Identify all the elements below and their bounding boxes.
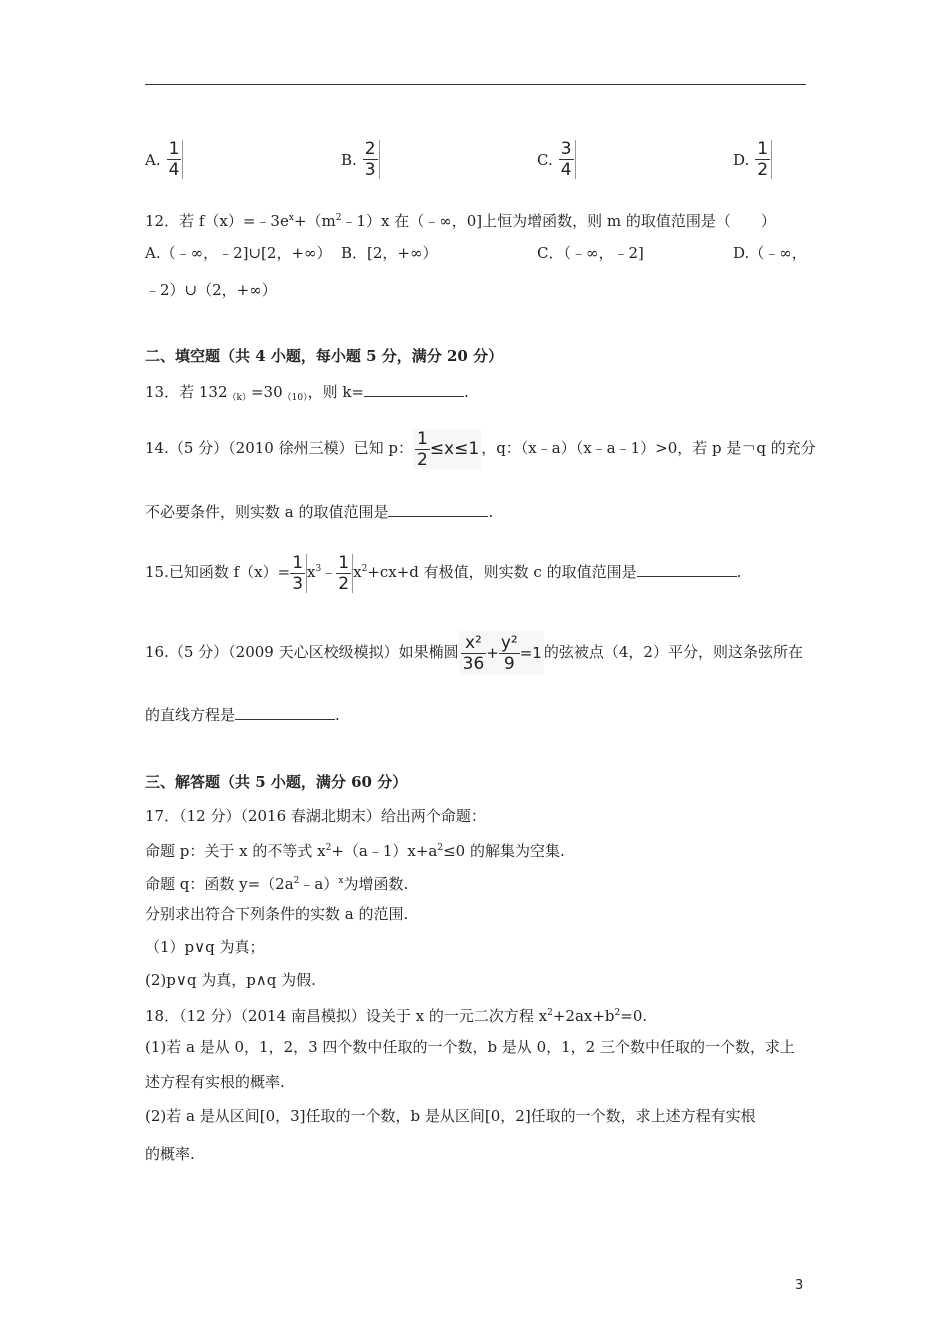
inequality-image [413, 429, 481, 469]
option-fraction [755, 140, 772, 179]
denominator: 4 [168, 160, 180, 180]
text: 为增函数. [343, 875, 409, 893]
text: 的弦被点（4，2）平分，则这条弦所在 [543, 643, 803, 661]
option-label: C. [537, 150, 553, 169]
denominator: 36 [462, 653, 485, 674]
question-18-part-1: (1)若 a 是从 0，1，2，3 四个数中任取的一个数，b 是从 0，1，2 三个数中任取的一个数，求上 [145, 1038, 795, 1056]
numerator: x² [465, 632, 482, 653]
question-12-option-c: C．（﹣∞，﹣2] [537, 244, 644, 262]
text: =1 [519, 644, 542, 662]
fraction [336, 554, 353, 593]
numerator: 1 [292, 552, 304, 573]
denominator: 9 [503, 653, 515, 674]
denominator: 2 [757, 160, 769, 180]
superscript: 3 [315, 564, 322, 574]
text: ﹣a） [299, 875, 339, 893]
text: 14.（5 分）（2010 徐州三模）已知 p： [145, 439, 413, 457]
question-17-p [145, 838, 565, 861]
denominator: 4 [560, 160, 572, 180]
text: 命题 p：关于 x 的不等式 x [145, 842, 326, 860]
option-fraction [363, 140, 380, 179]
question-17-q [145, 871, 408, 894]
fraction [499, 634, 520, 673]
numerator: 2 [364, 139, 376, 159]
option-d [733, 140, 772, 179]
text: ，则 k= [307, 383, 365, 401]
superscript: 2 [293, 876, 300, 886]
question-18-part-2-cont: 的概率. [145, 1145, 195, 1163]
text: . [488, 503, 494, 521]
question-15 [145, 548, 741, 593]
text: 15.已知函数 f（x）= [145, 563, 291, 581]
superscript: 2 [437, 843, 444, 853]
option-b [341, 140, 380, 179]
question-17-part-1: （1）p∨q 为真； [145, 938, 265, 956]
text: x [307, 563, 316, 581]
answer-blank[interactable] [235, 705, 335, 720]
text: =30 [250, 383, 283, 401]
text: +cx+d 有极值，则实数 c 的取值范围是 [367, 563, 637, 581]
text: x [353, 563, 362, 581]
question-12-option-a: A.（﹣∞，﹣2]∪[2，+∞） [145, 244, 332, 262]
text: . [736, 563, 742, 581]
question-18-part-2: (2)若 a 是从区间[0，3]任取的一个数，b 是从区间[0，2]任取的一个数，求上述方程有实根 [145, 1107, 756, 1125]
question-18-part-1-cont: 述方程有实根的概率. [145, 1073, 285, 1091]
question-12-option-d: D.（﹣∞， [733, 244, 807, 262]
question-16-cont [145, 705, 340, 725]
question-12-option-d-cont: ﹣2）∪（2，+∞） [145, 281, 277, 299]
text: +2ax+b [552, 1007, 615, 1025]
numerator: 3 [560, 139, 572, 159]
text: 12．若 f（x）=﹣3e [145, 212, 289, 230]
numerator: 1 [338, 552, 350, 573]
option-label: B. [341, 150, 357, 169]
answer-blank[interactable] [637, 562, 737, 577]
denominator: 2 [416, 449, 428, 470]
text: 18．（12 分）（2014 南昌模拟）设关于 x 的一元二次方程 x [145, 1007, 548, 1025]
option-label: D. [733, 150, 750, 169]
option-c [537, 140, 576, 179]
text: ﹣ [321, 563, 337, 581]
question-16 [145, 630, 803, 675]
text: =0. [620, 1007, 648, 1025]
superscript: 2 [335, 213, 342, 223]
fraction [461, 634, 487, 673]
denominator: 2 [338, 573, 350, 594]
question-12-stem [145, 208, 776, 231]
superscript: 2 [361, 564, 368, 574]
text: ≤x≤1 [429, 439, 480, 459]
option-a [145, 140, 183, 179]
superscript: 2 [614, 1008, 621, 1018]
section-3-title: 三、解答题（共 5 小题，满分 60 分） [145, 773, 408, 791]
text: ≤0 的解集为空集. [443, 842, 565, 860]
option-fraction [167, 140, 184, 179]
superscript: x [288, 213, 294, 223]
page-number: 3 [795, 1278, 804, 1293]
text: 13．若 132 [145, 383, 228, 401]
section-2-title: 二、填空题（共 4 小题，每小题 5 分，满分 20 分） [145, 347, 504, 365]
question-14 [145, 428, 816, 469]
subscript: （10） [282, 393, 308, 403]
text: 的直线方程是 [145, 706, 236, 724]
text: + [486, 644, 499, 662]
fraction [290, 554, 307, 593]
text: ﹣1）x 在（﹣∞，0]上恒为增函数，则 m 的取值范围是（ ） [341, 212, 776, 230]
question-17-ask: 分别求出符合下列条件的实数 a 的范围. [145, 905, 409, 923]
ellipse-equation-image [459, 631, 544, 675]
numerator: 1 [168, 139, 180, 159]
numerator: 1 [757, 139, 769, 159]
text: 不必要条件，则实数 a 的取值范围是 [145, 503, 389, 521]
text: 命题 q：函数 y=（2a [145, 875, 294, 893]
fraction [415, 430, 430, 469]
denominator: 3 [292, 573, 304, 594]
subscript: （k） [227, 393, 251, 403]
text: ，q：（x﹣a）（x﹣a﹣1）>0，若 p 是￢q 的充分 [481, 439, 816, 457]
superscript: x [338, 876, 344, 886]
answer-blank[interactable] [364, 382, 464, 397]
text: +（m [293, 212, 336, 230]
text: +（a﹣1）x+a [331, 842, 438, 860]
option-label: A. [145, 150, 161, 169]
question-14-cont [145, 502, 493, 522]
text: . [464, 383, 469, 401]
header-rule [145, 84, 806, 85]
question-17-part-2: (2)p∨q 为真，p∧q 为假. [145, 971, 316, 989]
text: . [335, 706, 340, 724]
superscript: 2 [547, 1008, 553, 1018]
question-13 [145, 382, 469, 408]
denominator: 3 [364, 160, 376, 180]
question-12-option-b: B．[2，+∞） [341, 244, 438, 262]
option-fraction [559, 140, 576, 179]
text: 16.（5 分）（2009 天心区校级模拟）如果椭圆 [145, 643, 459, 661]
answer-blank[interactable] [388, 502, 488, 517]
question-17-head: 17．（12 分）（2016 春湖北期末）给出两个命题： [145, 807, 486, 825]
question-18-head [145, 1003, 647, 1026]
numerator: y² [500, 632, 518, 653]
numerator: 1 [416, 428, 428, 449]
superscript: 2 [325, 843, 332, 853]
